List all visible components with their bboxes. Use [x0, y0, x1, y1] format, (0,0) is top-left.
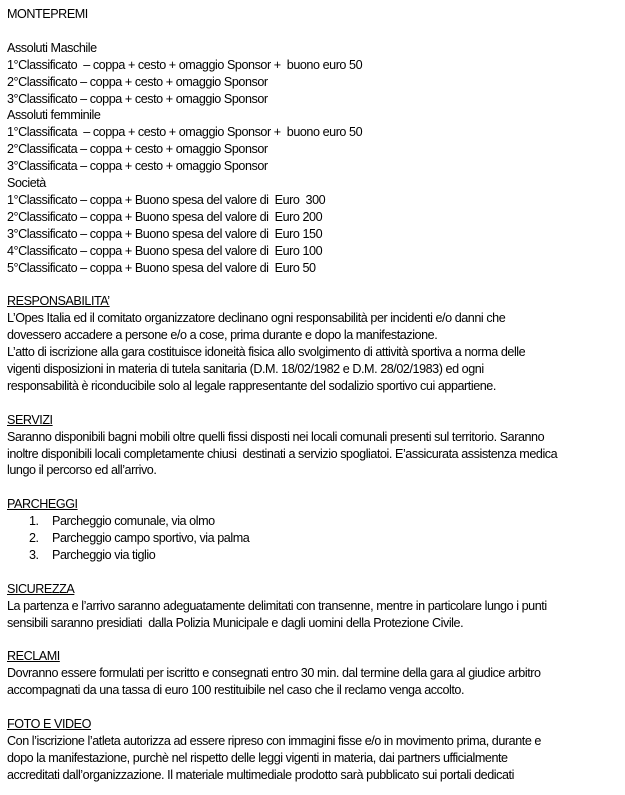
section-title-parcheggi: PARCHEGGI: [7, 497, 78, 512]
paragraph-line: inoltre disponibili locali completamente chiusi destinati a servizio spogliatoi. E’assicurata assistenza medica: [7, 446, 558, 461]
prize-line: 5°Classificato – coppa + Buono spesa del valore di Euro 50: [7, 260, 316, 275]
paragraph-line: lungo il percorso ed all’arrivo.: [7, 463, 157, 478]
prize-line: Società: [7, 176, 46, 191]
prize-line: Assoluti Maschile: [7, 40, 97, 55]
list-item-number: 2.: [29, 531, 39, 546]
paragraph-line: Saranno disponibili bagni mobili oltre quelli fissi disposti nei locali comunali presenti sul territorio. Saranno: [7, 429, 545, 444]
prize-line: 4°Classificato – coppa + Buono spesa del valore di Euro 100: [7, 243, 323, 258]
paragraph-line: La partenza e l’arrivo saranno adeguatamente delimitati con transenne, mentre in particolare lungo i punti: [7, 598, 547, 613]
prize-line: 1°Classificata – coppa + cesto + omaggio Sponsor + buono euro 50: [7, 125, 363, 140]
prize-line: 2°Classificato – coppa + Buono spesa del valore di Euro 200: [7, 209, 323, 224]
section-title-servizi: SERVIZI: [7, 412, 53, 427]
paragraph-line: Dovranno essere formulati per iscritto e consegnati entro 30 min. dal termine della gara al giudice arbitro: [7, 666, 541, 681]
montepremi-list: [7, 40, 617, 277]
prize-line: Assoluti femminile: [7, 108, 101, 123]
prize-line: 2°Classificato – coppa + cesto + omaggio Sponsor: [7, 74, 268, 89]
list-item-number: 1.: [29, 514, 39, 529]
list-item-number: 3.: [29, 547, 39, 562]
prize-line: 3°Classificato – coppa + cesto + omaggio Sponsor: [7, 91, 268, 106]
prize-line: 3°Classificato – coppa + Buono spesa del valore di Euro 150: [7, 226, 323, 241]
foto-video-text: [7, 733, 617, 784]
paragraph-line: dovessero accadere a persone e/o a cose, prima durante e dopo la manifestazione.: [7, 328, 438, 343]
paragraph-line: responsabilità è riconducibile solo al legale rappresentante del sodalizio sportivo cui appartiene.: [7, 378, 496, 393]
reclami-text: [7, 665, 617, 699]
section-title-sicurezza: SICUREZZA: [7, 581, 75, 596]
section-title-montepremi: MONTEPREMI: [7, 7, 88, 21]
paragraph-line: accompagnati da una tassa di euro 100 restituibile nel caso che il reclamo venga accolto.: [7, 683, 464, 698]
list-item: [7, 547, 617, 564]
parcheggi-list: [7, 513, 617, 564]
paragraph-line: vigenti disposizioni in materia di tutela sanitaria (D.M. 18/02/1982 e D.M. 28/02/1983) ed ogni: [7, 362, 484, 376]
prize-line: 1°Classificato – coppa + cesto + omaggio Sponsor + buono euro 50: [7, 57, 363, 72]
list-item-text: Parcheggio comunale, via olmo: [52, 514, 215, 529]
paragraph-line: L’Opes Italia ed il comitato organizzatore declinano ogni responsabilità per incidenti e/o danni che: [7, 311, 506, 326]
prize-line: 3°Classificata – coppa + cesto + omaggio Sponsor: [7, 159, 268, 174]
prize-line: 2°Classificata – coppa + cesto + omaggio Sponsor: [7, 142, 268, 157]
paragraph-line: dopo la manifestazione, purchè nel rispetto delle leggi vigenti in materia, dai partners ufficialmente: [7, 750, 508, 765]
paragraph-line: Con l’iscrizione l’atleta autorizza ad essere ripreso con immagini fisse e/o in movimento prima, durante e: [7, 733, 541, 748]
paragraph-line: L’atto di iscrizione alla gara costituisce idoneità fisica allo svolgimento di attività sportiva a norma delle: [7, 345, 526, 360]
servizi-text: [7, 429, 617, 480]
paragraph-line: sensibili saranno presidiati dalla Polizia Municipale e dagli uomini della Protezione Civile.: [7, 615, 464, 630]
list-item-text: Parcheggio campo sportivo, via palma: [52, 531, 250, 546]
responsabilita-text: [7, 310, 617, 395]
section-title-reclami: RECLAMI: [7, 649, 60, 664]
paragraph-line: accreditati dall’organizzazione. Il materiale multimediale prodotto sarà pubblicato sui portali dedicati: [7, 767, 514, 782]
list-item-text: Parcheggio via tiglio: [52, 547, 156, 562]
list-item: [7, 513, 617, 530]
section-title-foto-video: FOTO E VIDEO: [7, 716, 91, 731]
section-title-responsabilita: RESPONSABILITA’: [7, 294, 110, 309]
list-item: [7, 530, 617, 547]
sicurezza-text: [7, 598, 617, 632]
prize-line: 1°Classificato – coppa + Buono spesa del valore di Euro 300: [7, 192, 326, 207]
